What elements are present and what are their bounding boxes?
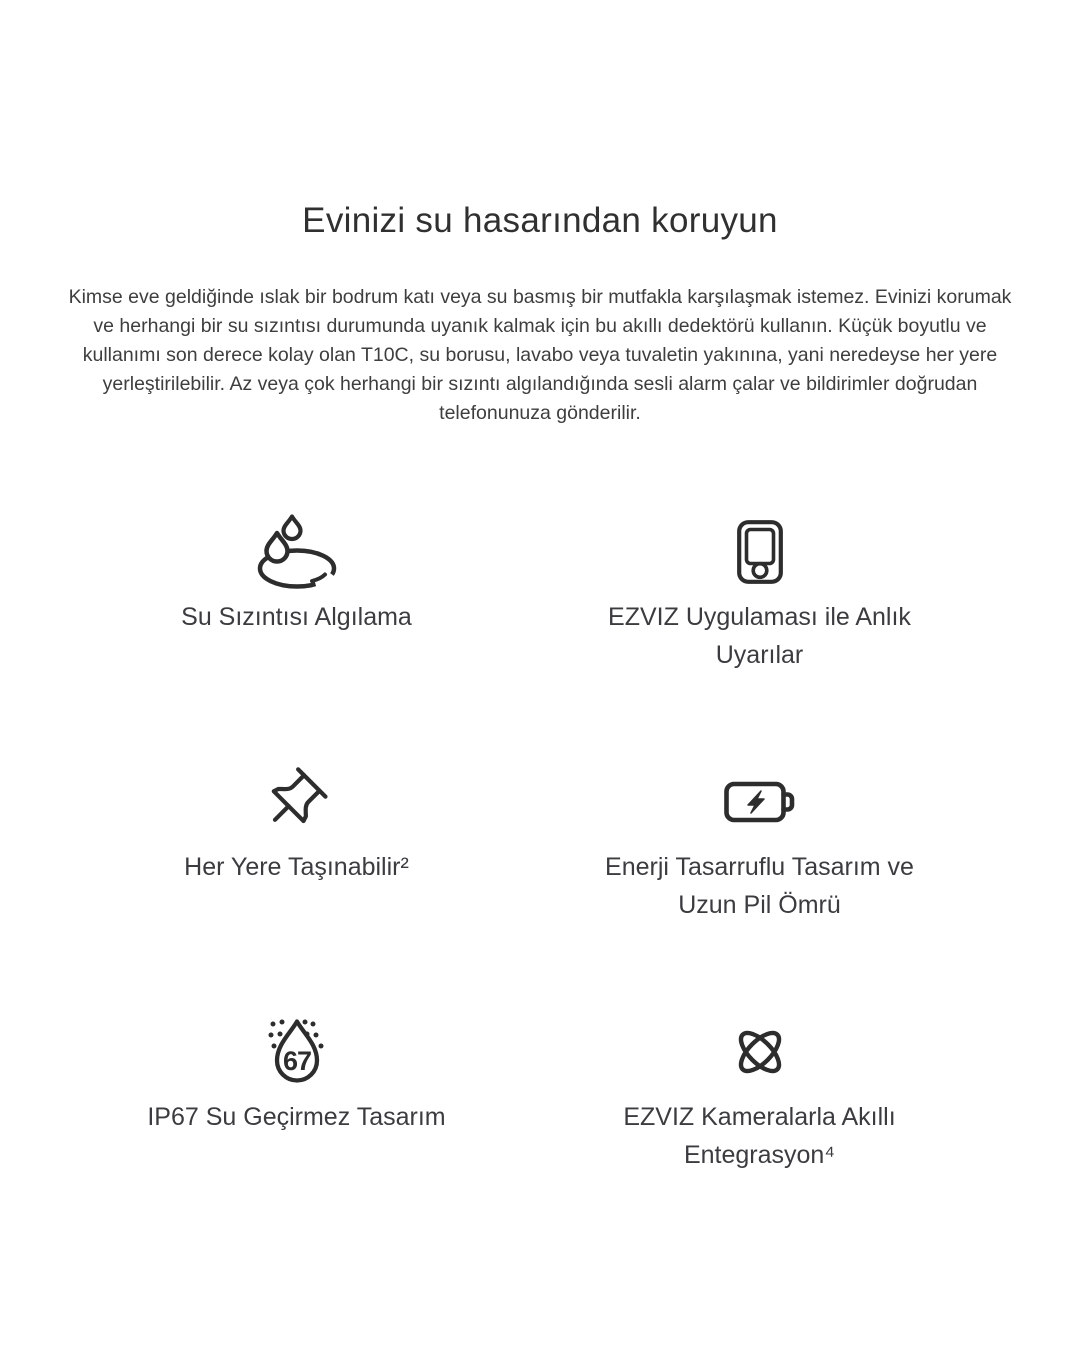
feature-label: EZVIZ Uygulaması ile Anlık Uyarılar [608, 603, 911, 669]
feature-portable [65, 758, 528, 1008]
feature-label: EZVIZ Kameralarla Akıllı Entegrasyon⁴ [623, 1103, 896, 1169]
feature-icon-box [259, 1008, 335, 1096]
feature-battery [528, 758, 991, 1008]
feature-icon-box [724, 758, 796, 846]
feature-label: Su Sızıntısı Algılama [181, 603, 412, 631]
feature-integration [528, 1008, 991, 1258]
feature-icon-box [737, 508, 783, 596]
pushpin-icon [255, 760, 339, 844]
section-title: Evinizi su hasarından koruyun [302, 201, 778, 240]
ip67-badge-text: 67 [282, 1046, 311, 1076]
water-leak-icon [255, 514, 339, 590]
phone-app-icon [737, 520, 783, 584]
smart-integration-icon [730, 1022, 790, 1082]
ip67-waterproof-icon [259, 1016, 335, 1088]
feature-icon-box [730, 1008, 790, 1096]
feature-icon-box [255, 758, 339, 846]
features-grid [65, 508, 991, 1258]
feature-label: IP67 Su Geçirmez Tasarım [147, 1103, 446, 1131]
feature-app-alerts [528, 508, 991, 758]
feature-label: Enerji Tasarruflu Tasarım ve Uzun Pil Ömrü [605, 853, 914, 919]
feature-icon-box [255, 508, 339, 596]
battery-icon [724, 780, 796, 824]
section-description: Kimse eve geldiğinde ıslak bir bodrum katı veya su basmış bir mutfakla karşılaşmak istemez. Evinizi korumak ve herhangi bir su sızıntısı durumunda uyanık kalmak için bu akıllı dedektörü kullanın. Küçük boyutlu ve kullanımı son derece kolay olan T10C, su borusu, lavabo veya tuvaletin yakınına, yani neredeyse her yere yerleştirilebilir. Az veya çok herhangi bir sızıntı algılandığında sesli alarm çalar ve bildirimler doğrudan telefonunuza gönderilir. [68, 286, 1012, 424]
feature-ip67 [65, 1008, 528, 1258]
feature-water-leak [65, 508, 528, 758]
feature-label: Her Yere Taşınabilir² [184, 853, 409, 881]
